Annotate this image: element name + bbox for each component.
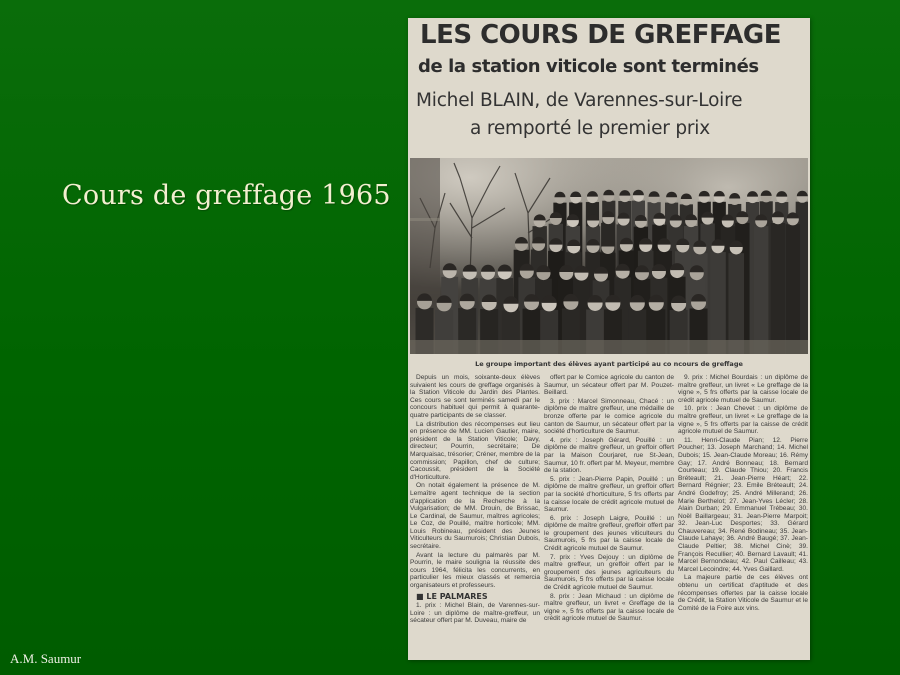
person-hair bbox=[633, 190, 644, 196]
headline-main: LES COURS DE GREFFAGE bbox=[420, 20, 781, 50]
article-paragraph: 9. prix : Michel Bourdais : un diplôme de maître greffeur, un livret « Le greffage de la vigne », 5 frs offerts par la caisse locale de crédit agricole mutuel de Saumur. bbox=[678, 374, 808, 404]
group-photo-drawing bbox=[410, 158, 808, 354]
person-hair bbox=[649, 191, 660, 197]
person-body bbox=[771, 223, 785, 354]
photo-caption: Le groupe important des élèves ayant participé au co ncours de greffage bbox=[475, 360, 743, 368]
person-body bbox=[786, 224, 800, 354]
person-hair bbox=[443, 263, 457, 270]
slide-caption: Cours de greffage 1965 bbox=[62, 180, 391, 211]
person-hair bbox=[666, 192, 677, 198]
article-paragraph: 6. prix : Joseph Laigre, Pouillé : un diplôme de maître greffeur, greffoir offert par le groupement des jeunes viticulteurs du Saumurois, 5 frs par la caisse locale de Crédit agricole mutuel de Saumur. bbox=[544, 514, 674, 553]
article-paragraph: La distribution des récompenses eut lieu en présence de MM. Lucien Gautier, maire, président de la Station Viticole; Davy, directeur; Pourrin, secrétaire; De Marquaisac, trésorier; Créner, membre de la commission; Papillon, chef de culture; Cacoussit, président de la Société d'Horticulture. bbox=[410, 420, 540, 481]
person-hair bbox=[797, 191, 808, 197]
person-hair bbox=[498, 264, 512, 271]
article-paragraph: Avant la lecture du palmarès par M. Pourrin, le maire souligna la réussite des cours 1964, félicita les concurrents, en particulier les mieux classés et remercia organisateurs et professeurs. bbox=[410, 551, 540, 590]
headline-secondary: de la station viticole sont terminés bbox=[418, 56, 759, 77]
article-paragraph: 5. prix : Jean-Pierre Papin, Pouillé : un diplôme de maître greffeur, un greffoir offert par la société d'horticulture, 5 frs offerts par la caisse locale de crédit agricole mutuel de Saumur. bbox=[544, 475, 674, 514]
person-body bbox=[710, 252, 726, 354]
person-hair bbox=[714, 191, 725, 197]
palmares-heading-text: LE PALMARES bbox=[426, 591, 488, 601]
group-photo bbox=[410, 158, 808, 354]
article-column-2 bbox=[544, 374, 674, 660]
person-hair bbox=[481, 265, 495, 272]
person-hair bbox=[570, 192, 581, 198]
article-paragraph: 3. prix : Marcel Simonneau, Chacé : un diplôme de maître greffeur, une médaille de bronze offerte par le comice agricole du canton de Saumur, un sécateur offert par la société d'horticulture de Saumur. bbox=[544, 397, 674, 436]
person-hair bbox=[729, 193, 740, 199]
person-hair bbox=[699, 191, 710, 197]
article-paragraph: 1. prix : Michel Blain, de Varennes-sur-Loire : un diplôme de maître-greffeur, un sécateur offert par M. Duveau, maire de bbox=[410, 602, 540, 625]
person-hair bbox=[619, 190, 630, 196]
person-hair bbox=[587, 191, 598, 197]
palmares-heading: ■ LE PALMARES bbox=[416, 591, 488, 601]
person-hair bbox=[463, 265, 477, 272]
newspaper-clipping bbox=[408, 18, 810, 660]
article-paragraph: 10. prix : Jean Chevet : un diplôme de maître greffeur, un livret « Le greffage de la vigne », 5 frs offerts par la caisse de crédit agricole mutuel de Saumur. bbox=[678, 405, 808, 436]
subhead-line-1: Michel BLAIN, de Varennes-sur-Loire bbox=[416, 90, 743, 111]
person-hair bbox=[761, 190, 772, 196]
article-paragraph: 11. Henri-Claude Pian; 12. Pierre Poucher; 13. Joseph Marchand; 14. Michel Dubois; 15. Jean-Claude Moreau; 16. Rémy Gay; 17. André Bonneau; 18. Bernard Courteau; 19. Claude Thiou; 20. Francis Bréteault; 21. Jean-Pierre Héart; 22. Bernard Régnier; 23. Emile Bréteault; 24. André Godefroy; 25. André Millerand; 26. Marie Berthelot; 27. Jean-Yves Lécler; 28. Alain Durban; 29. Emmanuel Trébeau; 30. Noël Baillargeau; 31. Jean-Pierre Marpoit; 32. Jean-Luc Desportes; 33. Gérard Chauvereau; 34. René Bodineau; 35. Jean-Claude Lahaye; 36. André Baugé; 37. Jean-Claude Peltier; 38. Michel Cinè; 39. François Recullier; 40. Bernard Lavault; 41. Marcel Bernondeau; 42. Paul Cailleau; 43. Marcel Lecoindre; 44. Yves Gaillard. bbox=[678, 436, 808, 573]
article-paragraph: Depuis un mois, soixante-deux élèves suivaient les cours de greffage organisés à la Station Viticole du Jardin des Plantes. Ces cours se sont terminés samedi par le concours habituel qui permit à quarante-quatre participants de se classer. bbox=[410, 374, 540, 419]
article-paragraph: On notait également la présence de M. Lemaître agent technique de la section d'application de la Recherche à la Vulgarisation; de MM. Drouin, de Brissac, Le Cardinal, de Saumur, maîtres agricoles; Le Coz, de Pouillé, maître horticole; MM. Louis Robineau, président des Jeunes Viticulteurs du Saumurois; Christian Dubois, secrétaire. bbox=[410, 482, 540, 551]
person-hair bbox=[776, 191, 787, 197]
person-hair bbox=[681, 193, 692, 199]
article-paragraph: 4. prix : Joseph Gérard, Pouillé : un diplôme de maître greffeur, un greffoir offert par la Maison Courjaret, rue St-Jean, Saumur, 10 fr. offert par M. Meyeur, membre de la station. bbox=[544, 436, 674, 475]
article-paragraph: offert par le Comice agricole du canton de Saumur, un sécateur offert par M. Pouzet-Beillard. bbox=[544, 374, 674, 397]
article-paragraph: 7. prix : Yves Dejouy : un diplôme de maître greffeur, un greffoir offert par le groupement des jeunes agriculteurs du Saumurois, 5 frs offerts par la caisse locale de Crédit agricole mutuel de Saumur. bbox=[544, 553, 674, 592]
person-hair bbox=[747, 191, 758, 197]
article-column-1 bbox=[410, 374, 540, 660]
person-body bbox=[728, 253, 744, 354]
slide-credit: A.M. Saumur bbox=[10, 651, 82, 666]
subhead-line-2: a remporté le premier prix bbox=[470, 118, 710, 139]
person-hair bbox=[603, 190, 614, 196]
article-paragraph: La majeure partie de ces élèves ont obtenu un certificat d'aptitude et des récompenses offertes par la caisse locale de Crédit, la Station Viticole de Saumur et le Comité de la Foire aux vins. bbox=[678, 574, 808, 612]
person-hair bbox=[554, 192, 565, 198]
person-body bbox=[754, 226, 768, 354]
person-hair bbox=[515, 237, 528, 244]
article-column-3 bbox=[678, 374, 808, 660]
person-hair bbox=[534, 214, 546, 220]
article-paragraph: 8. prix : Jean Michaud : un diplôme de maître greffeur, un livret « Greffage de la vigne », 5 frs offerts par la caisse locale de crédit agricole mutuel de Saumur. bbox=[544, 592, 674, 623]
article-columns bbox=[410, 374, 808, 660]
